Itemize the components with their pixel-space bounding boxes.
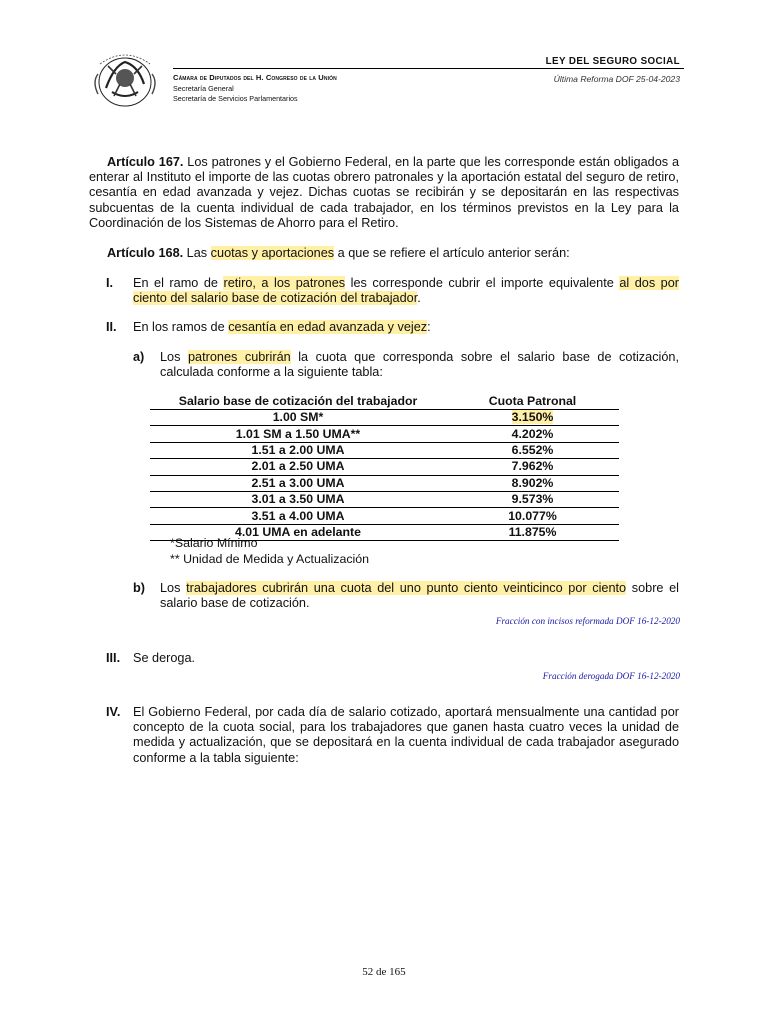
table-cell-cuota: 9.573%: [446, 491, 619, 507]
fraccion-ii-text: En los ramos de cesantía en edad avanzada y vejez:: [133, 320, 431, 334]
reform-note-1: Fracción con incisos reformada DOF 16-12-2020: [495, 616, 680, 626]
cuota-patronal-table: [150, 393, 619, 541]
table-cell-salario: 1.00 SM*: [150, 410, 446, 426]
secretaria-general: Secretaría General: [173, 83, 234, 93]
national-seal: [86, 44, 164, 116]
institution-name: Cámara de Diputados del H. Congreso de la Unión: [173, 73, 337, 82]
reform-note-2: Fracción derogada DOF 16-12-2020: [542, 671, 680, 681]
table-row: [150, 475, 619, 491]
article-167-label: Artículo 167.: [107, 155, 184, 169]
table-header-cuota: Cuota Patronal: [488, 394, 577, 408]
footnote-uma: ** Unidad de Medida y Actualización: [170, 551, 370, 566]
fraccion-iv-text: El Gobierno Federal, por cada día de salario cotizado, aportará mensualmente una cantidad por concepto de la cuota social, para los trabajadores que ganen hasta cuatro veces la unidad de medida y actualización, que se depositará en la cuenta individual de cada trabajador asegurado conforme a la tabla siguiente:: [133, 705, 679, 765]
article-168-label: Artículo 168.: [107, 246, 184, 260]
table-cell-salario: 2.01 a 2.50 UMA: [150, 459, 446, 475]
highlight-cuotas: cuotas y aportaciones: [210, 246, 335, 260]
inciso-b-text: Los trabajadores cubrirán una cuota del uno punto ciento veinticinco por ciento sobre el salario base de cotización.: [160, 581, 679, 611]
table-cell-salario: 2.51 a 3.00 UMA: [150, 475, 446, 491]
table-cell-salario: 4.01 UMA en adelante: [150, 524, 446, 540]
table-cell-cuota: 6.552%: [446, 442, 619, 458]
fraccion-i-text: En el ramo de retiro, a los patrones les corresponde cubrir el importe equivalente al dos por ciento del salario base de cotización del trabajador.: [133, 276, 680, 306]
fraccion-i-number: I.: [106, 276, 114, 290]
table-cell-salario: 3.01 a 3.50 UMA: [150, 491, 446, 507]
table-cell-cuota: 7.962%: [446, 459, 619, 475]
secretaria-servicios: Secretaría de Servicios Parlamentarios: [173, 94, 298, 103]
header-institution-block: [173, 73, 337, 105]
table-row: [150, 491, 619, 507]
table-row: [150, 459, 619, 475]
table-cell-salario: 3.51 a 4.00 UMA: [150, 508, 446, 524]
table-row: [150, 426, 619, 442]
last-reform: Última Reforma DOF 25-04-2023: [553, 74, 680, 84]
table-cell-cuota: 11.875%: [446, 524, 619, 540]
table-cell-cuota: 8.902%: [446, 475, 619, 491]
fraccion-iii-text: Se deroga.: [133, 651, 196, 665]
table-cell-salario: 1.51 a 2.00 UMA: [150, 442, 446, 458]
table-row: [150, 410, 619, 426]
inciso-a-label: a): [133, 350, 145, 364]
highlight-trabajadores: trabajadores cubrirán una cuota del uno punto ciento veinticinco por ciento: [186, 581, 627, 595]
table-cell-cuota: [446, 410, 619, 426]
article-167-text: Los patrones y el Gobierno Federal, en la parte que les corresponde están obligados a enterar al Instituto el importe de las cuotas obrero patronales y la aportación estatal del seguro de retiro, cesantía en edad avanzada y vejez. Dichas cuotas se recibirán y se depositarán en las respectivas subcuentas de la cuenta individual de cada trabajador, en los términos previstos en la Ley para la Coordinación de los Sistemas de Ahorro para el Retiro.: [89, 155, 679, 230]
law-title: LEY DEL SEGURO SOCIAL: [545, 56, 680, 67]
table-cell-cuota: 4.202%: [446, 426, 619, 442]
table-row: [150, 442, 619, 458]
header-rule: [173, 68, 684, 69]
highlight-cuota: 3.150%: [511, 410, 554, 425]
article-168: Artículo 168. Las cuotas y aportaciones a que se refiere el artículo anterior serán:: [107, 246, 570, 260]
article-167: [89, 155, 679, 231]
inciso-a-text: Los patrones cubrirán la cuota que corresponda sobre el salario base de cotización, calculada conforme a la siguiente tabla:: [160, 350, 679, 380]
inciso-b-label: b): [133, 581, 145, 595]
fraccion-iv-number: IV.: [106, 705, 121, 719]
table-cell-cuota: 10.077%: [446, 508, 619, 524]
table-header-salario: Salario base de cotización del trabajador: [178, 394, 418, 408]
table-row: [150, 508, 619, 524]
fraccion-ii-number: II.: [106, 320, 117, 334]
footnote-salario-minimo: *Salario Mínimo: [170, 536, 258, 550]
fraccion-iii-number: III.: [106, 651, 121, 665]
table-footnotes: [170, 536, 369, 567]
page-number: 52 de 165: [362, 966, 406, 978]
highlight-patrones-cubriran: patrones cubrirán: [187, 350, 291, 364]
highlight-dos-por-ciento: al dos por ciento del salario base de cotización del trabajador: [133, 276, 680, 306]
highlight-cesantia: cesantía en edad avanzada y vejez: [228, 320, 428, 334]
highlight-retiro: retiro, a los patrones: [223, 276, 346, 290]
table-cell-salario: 1.01 SM a 1.50 UMA**: [150, 426, 446, 442]
